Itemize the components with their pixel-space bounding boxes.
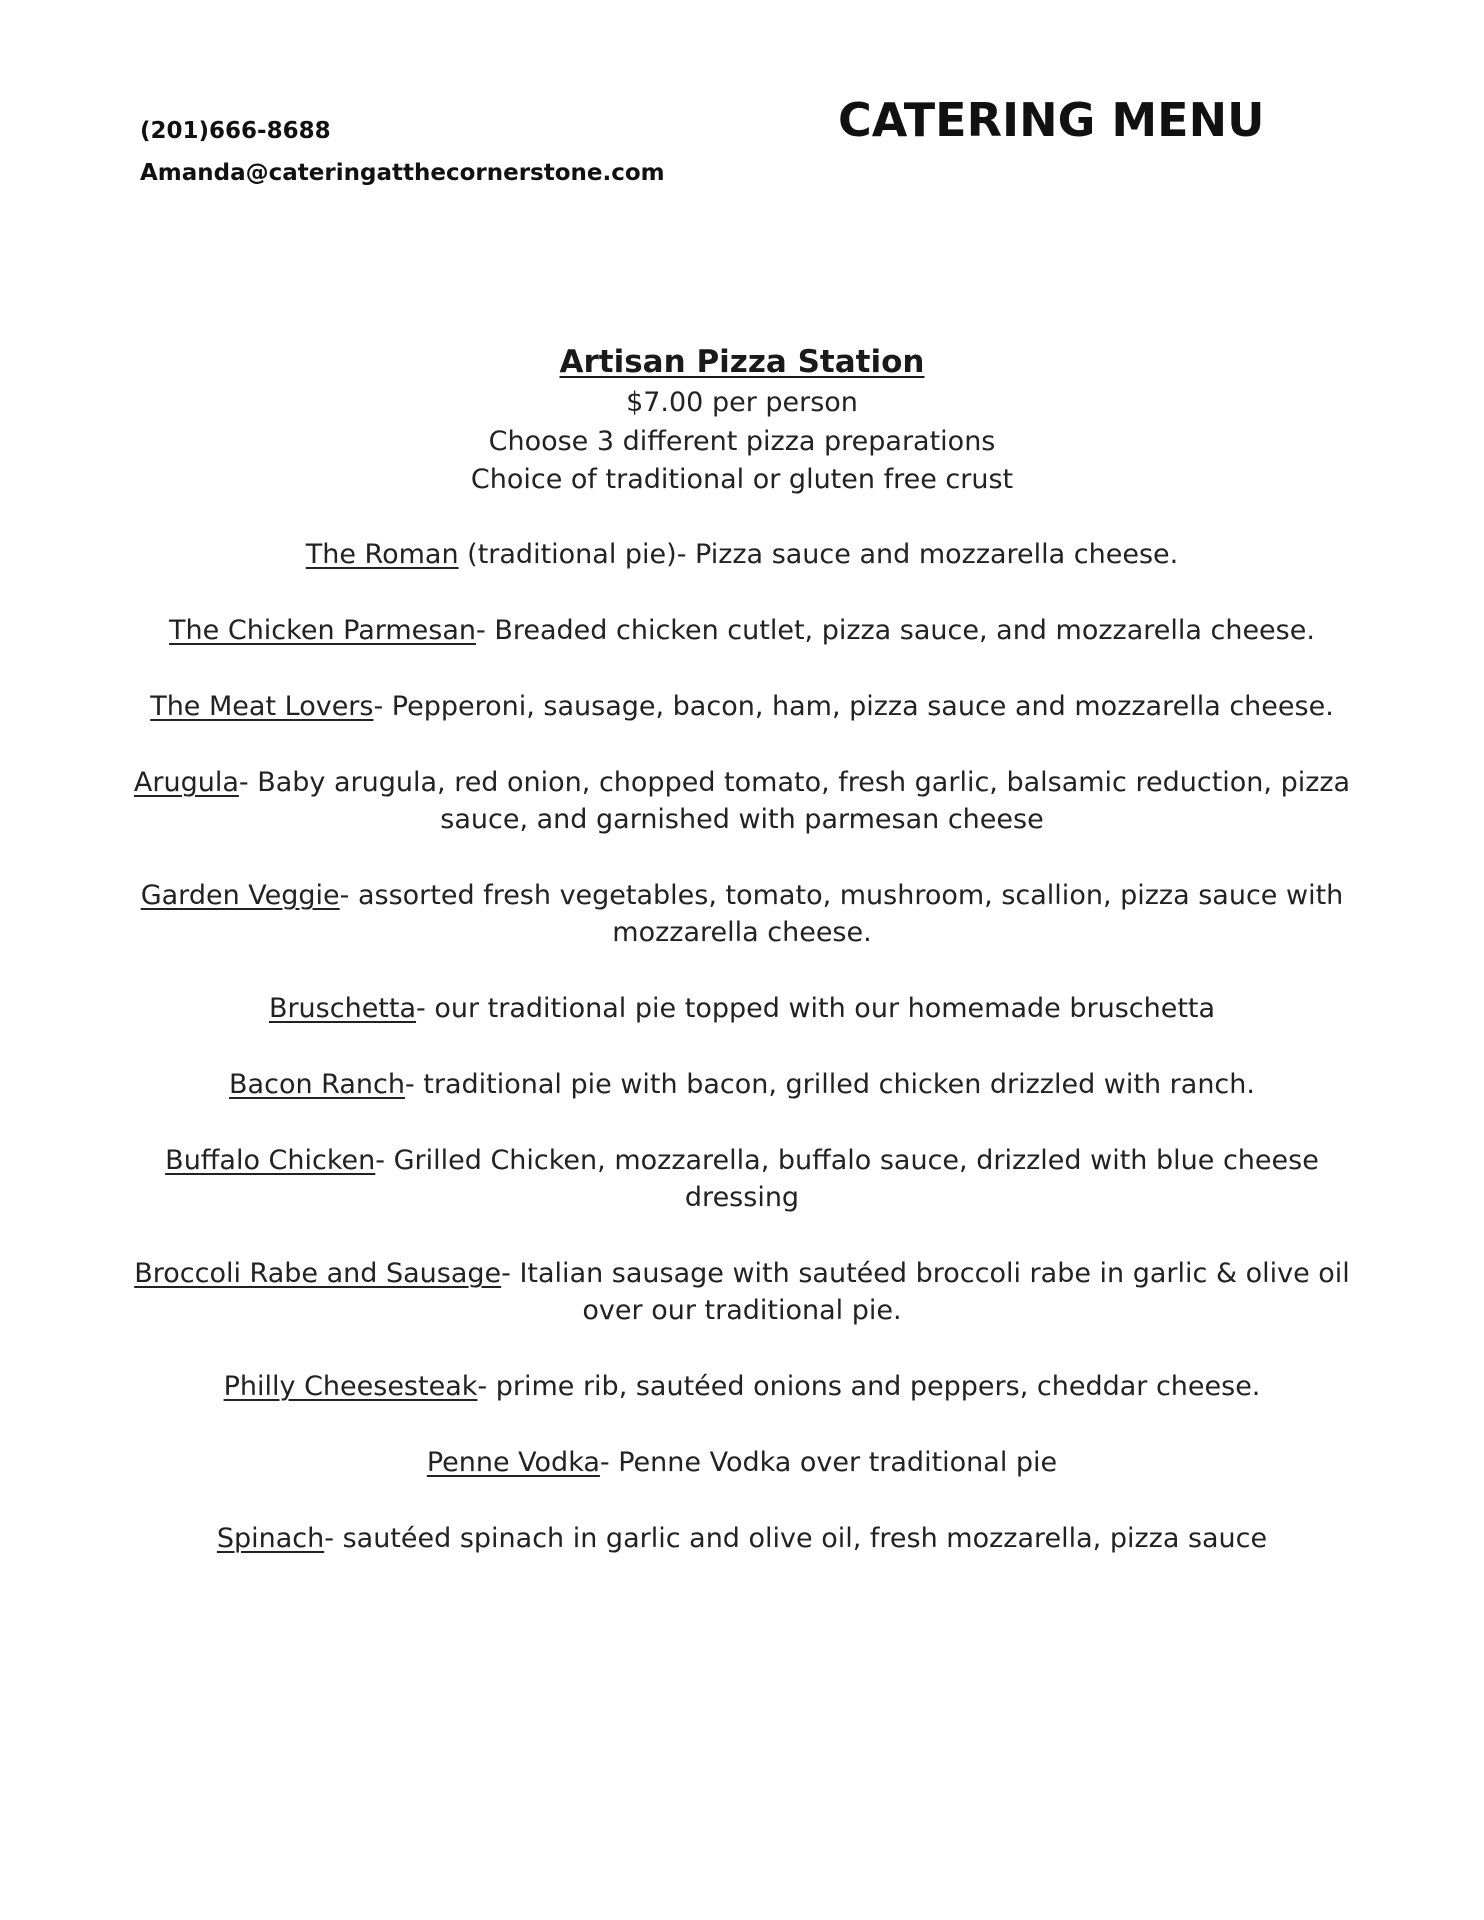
email-address: Amanda@cateringatthecornerstone.com [140,160,665,186]
menu-item-name: Broccoli Rabe and Sausage [134,1258,502,1289]
menu-item-chicken-parmesan [130,612,1354,649]
menu-items-list [130,536,1354,1596]
page-title: CATERING MENU [838,93,1265,147]
menu-item-garden-veggie [130,877,1354,951]
choice-note: Choose 3 different pizza preparations [488,425,996,457]
menu-item-meat-lovers [130,688,1354,725]
menu-item-broccoli-rabe-sausage [130,1255,1354,1329]
contact-info [140,110,665,194]
menu-item-description: - Breaded chicken cutlet, pizza sauce, and mozzarella cheese. [476,615,1315,646]
menu-item-name: Penne Vodka [426,1447,600,1478]
menu-item-spinach [130,1520,1354,1557]
menu-item-description: - Baby arugula, red onion, chopped tomato, fresh garlic, balsamic reduction, pizza sauce, and garnished with parmesan cheese [238,767,1351,835]
section-title: Artisan Pizza Station [559,344,925,380]
menu-item-bacon-ranch [130,1066,1354,1103]
menu-item-name: Arugula [133,767,239,798]
menu-item-name: The Roman [305,539,459,570]
menu-item-philly-cheesesteak [130,1368,1354,1405]
menu-item-name: Bruschetta [268,993,417,1024]
menu-item-name: Buffalo Chicken [165,1145,376,1176]
menu-item-description: - assorted fresh vegetables, tomato, mushroom, scallion, pizza sauce with mozzarella cheese. [339,880,1344,948]
menu-item-name: Spinach [216,1523,325,1554]
menu-item-description: - Penne Vodka over traditional pie [599,1447,1058,1478]
crust-note: Choice of traditional or gluten free crust [470,464,1014,495]
menu-item-name: Garden Veggie [140,880,340,911]
menu-item-description: - Pepperoni, sausage, bacon, ham, pizza sauce and mozzarella cheese. [373,691,1334,722]
pizza-station-section [110,340,1374,500]
menu-item-bruschetta [130,990,1354,1027]
menu-item-description: - traditional pie with bacon, grilled chicken drizzled with ranch. [404,1069,1255,1100]
menu-item-name: Bacon Ranch [229,1069,405,1100]
menu-item-description: - prime rib, sautéed onions and peppers, cheddar cheese. [477,1371,1261,1402]
menu-item-description: - Italian sausage with sautéed broccoli rabe in garlic & olive oil over our traditional pie. [501,1258,1350,1326]
menu-item-description: - sautéed spinach in garlic and olive oil, fresh mozzarella, pizza sauce [324,1523,1268,1554]
menu-item-buffalo-chicken [130,1142,1354,1216]
menu-item-roman [130,536,1354,573]
phone-number: (201)666-8688 [140,118,331,144]
menu-item-name: The Meat Lovers [150,691,374,722]
menu-item-name: Philly Cheesesteak [223,1371,478,1402]
menu-item-description: - our traditional pie topped with our homemade bruschetta [416,993,1216,1024]
menu-item-penne-vodka [130,1444,1354,1481]
menu-item-arugula [130,764,1354,838]
menu-item-name: The Chicken Parmesan [169,615,477,646]
price-per-person: $7.00 per person [626,387,858,418]
menu-item-description: (traditional pie)- Pizza sauce and mozzarella cheese. [458,539,1179,570]
menu-item-description: - Grilled Chicken, mozzarella, buffalo sauce, drizzled with blue cheese dressing [375,1145,1319,1213]
